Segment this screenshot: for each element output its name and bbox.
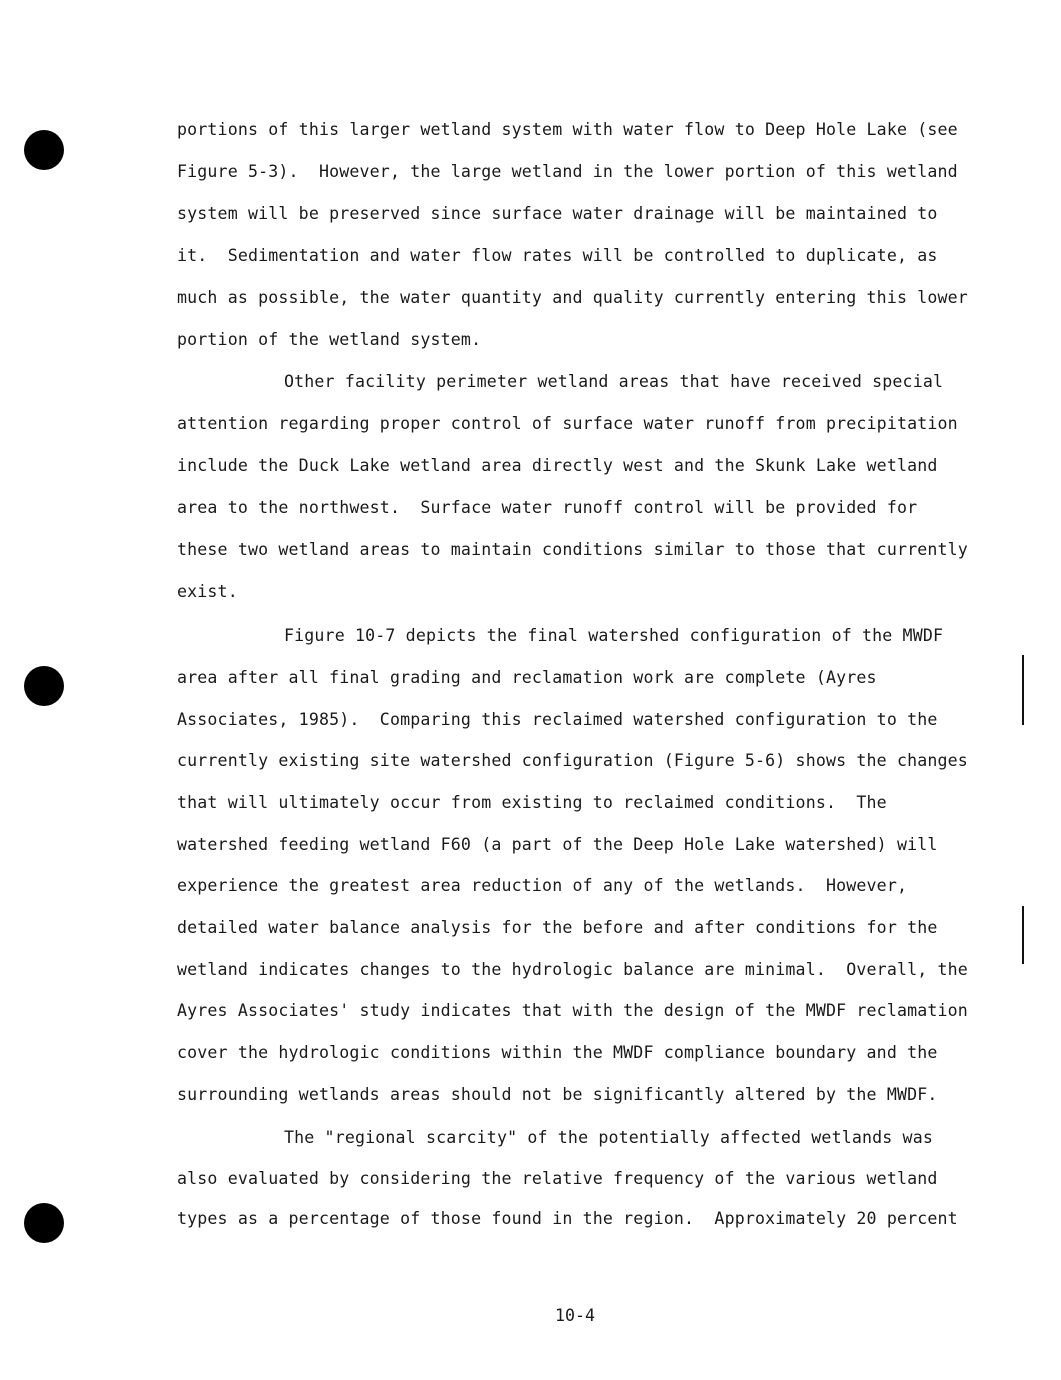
text-line: exist. [177,582,238,601]
text-line: area to the northwest. Surface water runoff control will be provided for [177,498,918,517]
punch-hole-top [24,130,64,170]
text-line: currently existing site watershed configuration (Figure 5-6) shows the changes [177,751,968,770]
text-line: portion of the wetland system. [177,330,482,349]
text-line: Figure 5-3). However, the large wetland in the lower portion of this wetland [177,162,958,181]
text-line: Ayres Associates' study indicates that with the design of the MWDF reclamation [177,1001,968,1020]
change-bar-1 [1022,655,1024,725]
text-line: attention regarding proper control of surface water runoff from precipitation [177,414,958,433]
text-line: portions of this larger wetland system with water flow to Deep Hole Lake (see [177,120,958,139]
text-line: wetland indicates changes to the hydrologic balance are minimal. Overall, the [177,960,968,979]
text-line: these two wetland areas to maintain conditions similar to those that currently [177,540,968,559]
page-number: 10-4 [555,1306,595,1325]
text-line: surrounding wetlands areas should not be significantly altered by the MWDF. [177,1085,938,1104]
text-line: area after all final grading and reclamation work are complete (Ayres [177,668,877,687]
text-line: detailed water balance analysis for the before and after conditions for the [177,918,938,937]
text-line: system will be preserved since surface water drainage will be maintained to [177,204,938,223]
text-line: include the Duck Lake wetland area directly west and the Skunk Lake wetland [177,456,938,475]
text-line: watershed feeding wetland F60 (a part of the Deep Hole Lake watershed) will [177,835,938,854]
text-line: it. Sedimentation and water flow rates will be controlled to duplicate, as [177,246,938,265]
text-line: Associates, 1985). Comparing this reclaimed watershed configuration to the [177,710,938,729]
text-line: also evaluated by considering the relative frequency of the various wetland [177,1169,938,1188]
punch-hole-bottom [24,1203,64,1243]
text-line: cover the hydrologic conditions within the MWDF compliance boundary and the [177,1043,938,1062]
text-line: Other facility perimeter wetland areas that have received special [284,372,944,391]
change-bar-2 [1022,906,1024,964]
text-line: much as possible, the water quantity and quality currently entering this lower [177,288,968,307]
punch-hole-middle [24,666,64,706]
text-line: The "regional scarcity" of the potentially affected wetlands was [284,1128,933,1147]
text-line: Figure 10-7 depicts the final watershed configuration of the MWDF [284,626,944,645]
text-line: experience the greatest area reduction of any of the wetlands. However, [177,876,908,895]
text-line: that will ultimately occur from existing to reclaimed conditions. The [177,793,887,812]
text-line: types as a percentage of those found in the region. Approximately 20 percent [177,1209,958,1228]
